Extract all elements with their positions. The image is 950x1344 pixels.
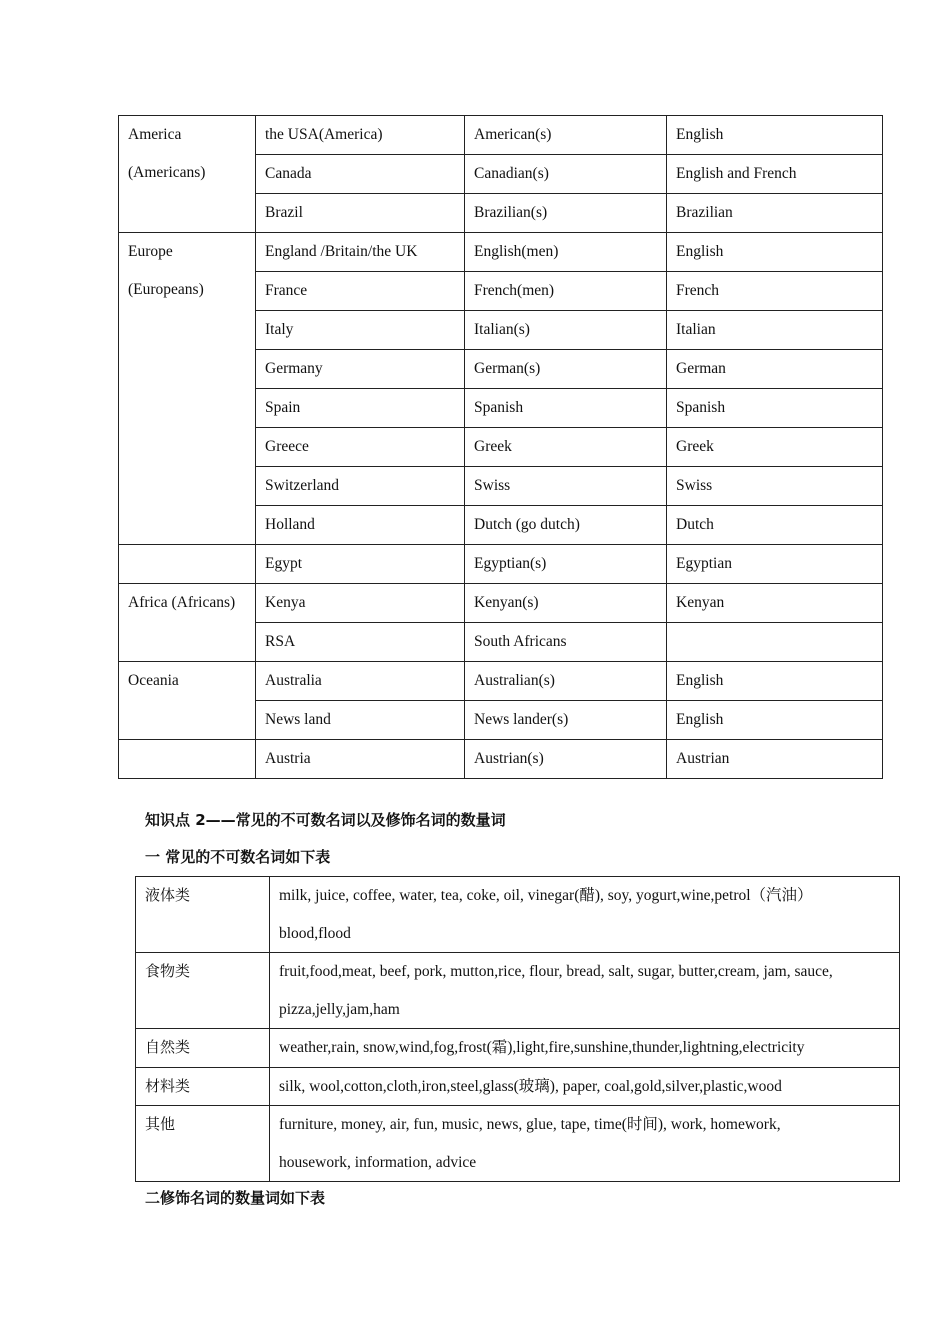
people-cell: Egyptian(s) <box>465 545 667 584</box>
language-cell: Dutch <box>667 506 883 545</box>
language-cell: English <box>667 662 883 701</box>
table-row <box>119 740 883 779</box>
uncountable-nouns-table <box>135 876 900 1182</box>
people-cell: German(s) <box>465 350 667 389</box>
knowledge-point-heading: 知识点 2——常见的不可数名词以及修饰名词的数量词 <box>145 811 506 829</box>
country-cell: News land <box>256 701 465 740</box>
country-cell: Spain <box>256 389 465 428</box>
region-cell <box>119 233 256 545</box>
category-cell: 自然类 <box>136 1029 270 1068</box>
language-cell: English <box>667 233 883 272</box>
uncountable-heading: 一 常见的不可数名词如下表 <box>145 848 331 866</box>
region-cell <box>119 584 256 662</box>
country-cell: the USA(America) <box>256 116 465 155</box>
language-cell: Kenyan <box>667 584 883 623</box>
language-cell: Greek <box>667 428 883 467</box>
country-cell: Canada <box>256 155 465 194</box>
region-label: Oceania <box>128 672 179 689</box>
table-row <box>136 877 900 953</box>
nouns-cell <box>270 1106 900 1182</box>
quantifiers-heading: 二修饰名词的数量词如下表 <box>145 1189 326 1207</box>
people-cell: Greek <box>465 428 667 467</box>
country-cell: France <box>256 272 465 311</box>
nouns-cell <box>270 953 900 1029</box>
region-cell <box>119 545 256 584</box>
table-row <box>136 1106 900 1182</box>
language-cell: Austrian <box>667 740 883 779</box>
country-cell: Holland <box>256 506 465 545</box>
country-cell: Greece <box>256 428 465 467</box>
people-cell: American(s) <box>465 116 667 155</box>
table-row <box>136 953 900 1029</box>
table-row <box>119 545 883 584</box>
people-cell: Canadian(s) <box>465 155 667 194</box>
people-cell: Brazilian(s) <box>465 194 667 233</box>
nouns-cell <box>270 877 900 953</box>
country-cell: Italy <box>256 311 465 350</box>
language-cell: German <box>667 350 883 389</box>
region-label: Africa (Africans) <box>128 594 236 611</box>
people-cell: Australian(s) <box>465 662 667 701</box>
nouns-line: housework, information, advice <box>279 1153 477 1171</box>
country-cell: Switzerland <box>256 467 465 506</box>
region-cell <box>119 662 256 740</box>
category-cell: 材料类 <box>136 1067 270 1106</box>
countries-table <box>118 115 883 779</box>
region-label: America <box>128 126 182 143</box>
people-cell: Dutch (go dutch) <box>465 506 667 545</box>
language-cell: Spanish <box>667 389 883 428</box>
country-cell: Australia <box>256 662 465 701</box>
table-row <box>136 1029 900 1068</box>
country-cell: Brazil <box>256 194 465 233</box>
nouns-line: furniture, money, air, fun, music, news, glue, tape, time(时间), work, homework, <box>279 1116 781 1133</box>
people-cell: Kenyan(s) <box>465 584 667 623</box>
people-cell: Italian(s) <box>465 311 667 350</box>
people-cell: News lander(s) <box>465 701 667 740</box>
language-cell: Italian <box>667 311 883 350</box>
country-cell: Austria <box>256 740 465 779</box>
region-label: Europe <box>128 243 173 260</box>
table-row <box>119 584 883 623</box>
nouns-line: fruit,food,meat, beef, pork, mutton,rice, flour, bread, salt, sugar, butter,cream, jam, sauce, <box>279 963 833 980</box>
region-cell <box>119 740 256 779</box>
nouns-cell <box>270 1067 900 1106</box>
nouns-line: weather,rain, snow,wind,fog,frost(霜),light,fire,sunshine,thunder,lightning,electricity <box>279 1039 805 1056</box>
nouns-line: silk, wool,cotton,cloth,iron,steel,glass(玻璃), paper, coal,gold,silver,plastic,wood <box>279 1077 782 1095</box>
country-cell: England /Britain/the UK <box>256 233 465 272</box>
country-cell: Kenya <box>256 584 465 623</box>
people-cell: French(men) <box>465 272 667 311</box>
region-label: (Americans) <box>128 164 206 181</box>
language-cell: English <box>667 116 883 155</box>
people-cell: English(men) <box>465 233 667 272</box>
people-cell: South Africans <box>465 623 667 662</box>
table-row <box>119 233 883 272</box>
people-cell: Spanish <box>465 389 667 428</box>
people-cell: Austrian(s) <box>465 740 667 779</box>
country-cell: RSA <box>256 623 465 662</box>
country-cell: Germany <box>256 350 465 389</box>
language-cell: Brazilian <box>667 194 883 233</box>
region-cell <box>119 116 256 233</box>
country-cell: Egypt <box>256 545 465 584</box>
table-row <box>136 1067 900 1106</box>
nouns-cell <box>270 1029 900 1068</box>
region-label: (Europeans) <box>128 281 204 298</box>
table-row <box>119 662 883 701</box>
nouns-line: blood,flood <box>279 924 351 942</box>
people-cell: Swiss <box>465 467 667 506</box>
category-cell: 食物类 <box>136 953 270 1029</box>
language-cell: Egyptian <box>667 545 883 584</box>
nouns-line: pizza,jelly,jam,ham <box>279 1000 400 1018</box>
language-cell: English and French <box>667 155 883 194</box>
table-row <box>119 116 883 155</box>
language-cell: Swiss <box>667 467 883 506</box>
language-cell: English <box>667 701 883 740</box>
category-cell: 液体类 <box>136 877 270 953</box>
language-cell <box>667 623 883 662</box>
category-cell: 其他 <box>136 1106 270 1182</box>
nouns-line: milk, juice, coffee, water, tea, coke, oil, vinegar(醋), soy, yogurt,wine,petrol（汽油） <box>279 887 813 904</box>
language-cell: French <box>667 272 883 311</box>
